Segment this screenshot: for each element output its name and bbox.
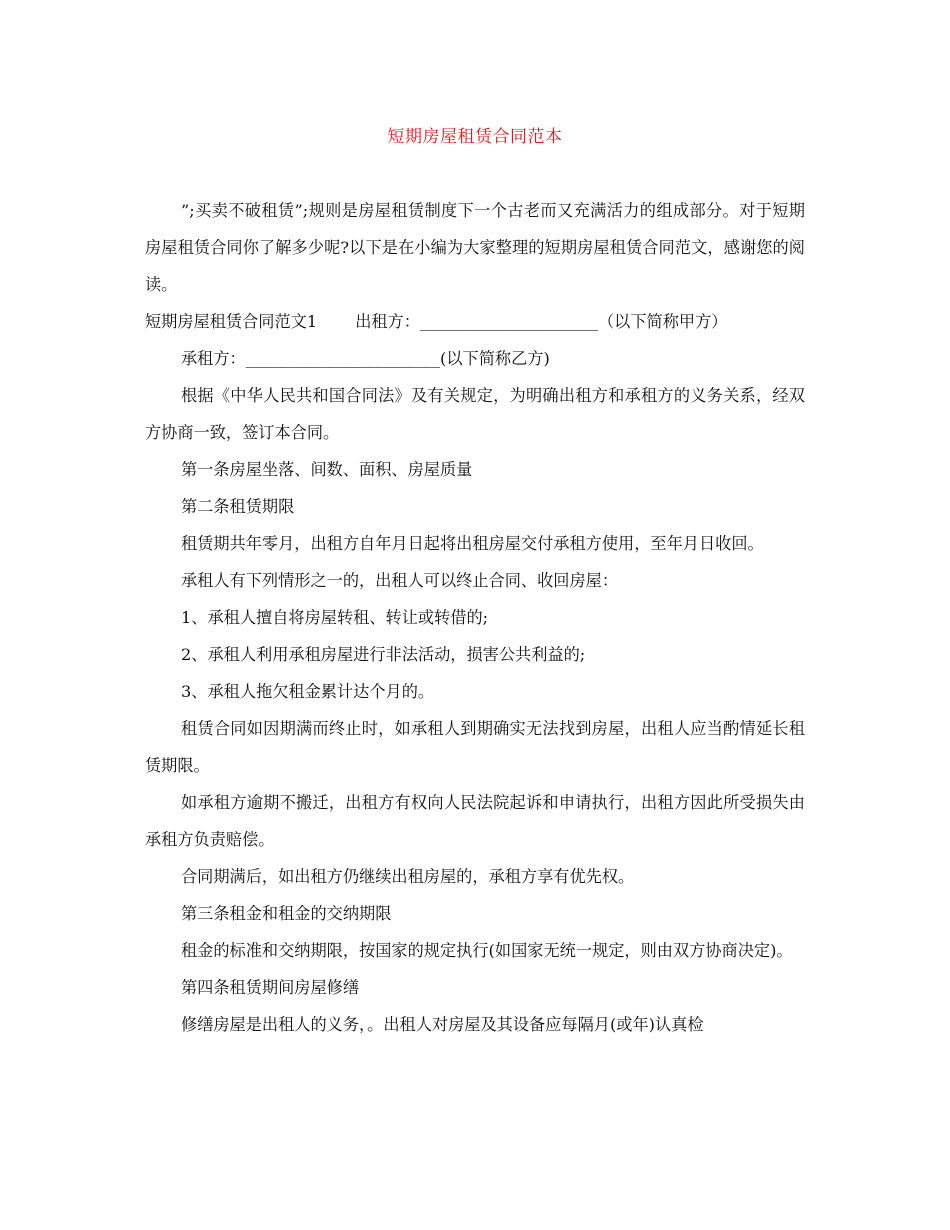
paragraph: 合同期满后，如出租方仍继续出租房屋的，承租方享有优先权。	[181, 867, 635, 886]
paragraph: 承租人有下列情形之一的，出租人可以终止合同、收回房屋：	[181, 571, 619, 590]
document-body	[145, 192, 805, 1043]
list-item: 2、承租人利用承租房屋进行非法活动，损害公共利益的;	[181, 645, 586, 664]
article-1-heading: 第一条房屋坐落、间数、面积、房屋质量	[181, 460, 473, 479]
paragraph: 如承租方逾期不搬迁，出租方有权向人民法院起诉和申请执行，出租方因此所受损失由承租方负责赔偿。	[145, 793, 805, 849]
sample-heading: 短期房屋租赁合同范文1	[145, 312, 318, 331]
paragraph: 租赁合同如因期满而终止时，如承租人到期确实无法找到房屋，出租人应当酌情延长租赁期限。	[145, 719, 805, 775]
article-3-heading: 第三条租金和租金的交纳期限	[181, 904, 392, 923]
intro-paragraph: ”;买卖不破租赁”;规则是房屋租赁制度下一个古老而又充满活力的组成部分。对于短期房屋租赁合同你了解多少呢?以下是在小编为大家整理的短期房屋租赁合同范文，感谢您的阅读。	[145, 201, 805, 294]
paragraph: 修缮房屋是出租人的义务，。出租人对房屋及其设备应每隔月(或年)认真检	[181, 1015, 704, 1034]
list-item: 3、承租人拖欠租金累计达个月的。	[181, 682, 435, 701]
sample-heading-line	[145, 303, 805, 340]
list-item: 1、承租人擅自将房屋转租、转让或转借的;	[181, 608, 489, 627]
lessor-line: 出租方：______________________（以下简称甲方）	[355, 312, 728, 331]
document-title: 短期房屋租赁合同范本	[387, 127, 563, 147]
paragraph: 租赁期共年零月，出租方自年月日起将出租房屋交付承租方使用，至年月日收回。	[181, 534, 764, 553]
article-4-heading: 第四条租赁期间房屋修缮	[181, 978, 360, 997]
article-2-heading: 第二条租赁期限	[181, 497, 295, 516]
paragraph: 租金的标准和交纳期限，按国家的规定执行(如国家无统一规定，则由双方协商决定)。	[181, 941, 793, 960]
lessee-line: 承租方：________________________(以下简称乙方)	[181, 349, 550, 368]
paragraph: 根据《中华人民共和国合同法》及有关规定，为明确出租方和承租方的义务关系，经双方协商一致，签订本合同。	[145, 386, 805, 442]
